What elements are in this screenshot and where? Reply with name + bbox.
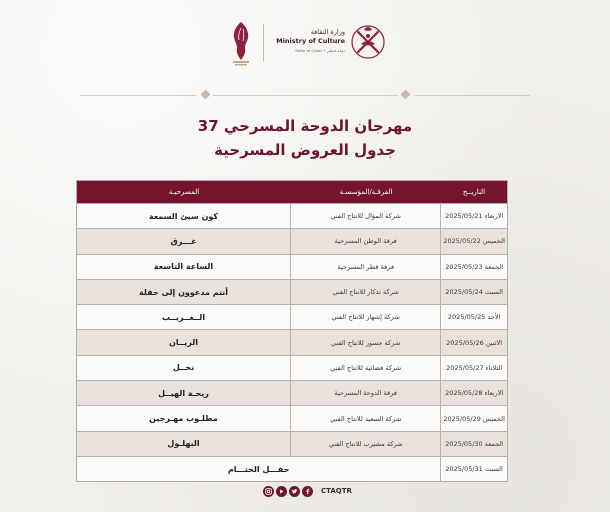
play-cell: الريــان — [168, 338, 199, 348]
table-row — [77, 203, 507, 228]
table-row — [77, 405, 507, 430]
play-cell: مطلـوب مهـرجين — [149, 414, 218, 424]
date-cell: الخميس 2025/05/29 — [443, 414, 505, 423]
org-cell: شركة مشيرب للانتاج الفني — [290, 432, 441, 456]
twitter-icon[interactable] — [289, 486, 300, 497]
org-cell: فرقة قطر المسرحية — [290, 255, 441, 279]
org-cell: شركة جسور للانتاج الفني — [290, 330, 441, 354]
date-cell: الاربعاء 2025/05/28 — [445, 389, 504, 398]
play-cell: الساعة التاسعة — [153, 262, 214, 272]
ministry-arabic: وزارة الثقافة — [310, 28, 345, 36]
instagram-icon[interactable] — [263, 486, 274, 497]
org-cell: شركة السعيد للانتاج الفني — [290, 406, 441, 430]
table-row — [77, 228, 507, 253]
logo-divider — [263, 24, 264, 62]
org-cell: شركة تذكار للانتاج الفني — [290, 280, 441, 304]
table-row — [77, 329, 507, 354]
ministry-text — [270, 28, 345, 55]
org-cell: فرقة الدوحة المسرحية — [290, 381, 441, 405]
facebook-icon[interactable] — [302, 486, 313, 497]
play-cell: كون سيئ السمعة — [148, 211, 219, 221]
org-cell: شركة المؤال للانتاج الفني — [290, 204, 441, 228]
play-cell: نخــل — [172, 363, 195, 373]
org-cell: شركة إشهار للانتاج الفني — [290, 305, 441, 329]
play-cell: الــغــريــب — [161, 312, 206, 322]
date-cell: الاربعاء 2025/05/21 — [445, 212, 504, 221]
schedule-table — [76, 180, 508, 482]
decorative-line-center — [212, 95, 398, 96]
youtube-icon[interactable] — [276, 486, 287, 497]
ministry-english: Ministry of Culture — [276, 37, 345, 45]
play-cell: ريحـة الهيــل — [158, 388, 209, 398]
date-cell: الجمعة 2025/05/30 — [445, 439, 504, 448]
table-row — [77, 279, 507, 304]
schedule-subtitle: جدول العروض المسرحية — [214, 141, 396, 159]
header-org: الفرقـة/المؤسسـة — [339, 188, 393, 196]
play-cell: أنتم مدعوون إلى حفلة — [139, 287, 228, 297]
table-row — [77, 355, 507, 380]
closing-ceremony-cell: حفـــل الختـــام — [77, 457, 441, 481]
org-cell: فرقة الوطن المسرحية — [290, 229, 441, 253]
social-footer — [263, 484, 352, 498]
qatar-emblem-icon — [349, 22, 387, 66]
table-row — [77, 380, 507, 405]
falcon-logo-icon — [228, 20, 254, 68]
play-cell: البهلـول — [167, 439, 200, 449]
header-logos — [228, 20, 388, 68]
social-handle[interactable]: CTAQTR — [321, 487, 352, 495]
date-cell: الجمعة 2025/05/23 — [445, 262, 504, 271]
table-header — [77, 181, 507, 203]
date-cell: الثلاثاء 2025/05/27 — [446, 363, 503, 372]
table-row — [77, 431, 507, 456]
table-row — [77, 304, 507, 329]
play-cell: غـــرق — [170, 236, 197, 246]
date-cell: الخميس 2025/05/22 — [443, 237, 505, 246]
closing-row — [77, 456, 507, 481]
decorative-line-left — [80, 95, 196, 96]
decorative-line-right — [414, 95, 530, 96]
date-cell: السبت 2025/05/31 — [445, 465, 503, 474]
header-date: التاريــخ — [462, 188, 486, 196]
state-of-qatar: State of Qatar • دولـة قـطـر — [295, 48, 345, 53]
org-cell: شركة فضائية للانتاج الفني — [290, 356, 441, 380]
header-play: المسرحيـة — [168, 188, 200, 196]
date-cell: الاثنين 2025/05/26 — [446, 338, 503, 347]
date-cell: السبت 2025/05/24 — [445, 288, 503, 297]
table-row — [77, 254, 507, 279]
festival-title: مهرجان الدوحة المسرحي 37 — [197, 117, 413, 135]
date-cell: الأحد 2025/05/25 — [447, 313, 501, 322]
